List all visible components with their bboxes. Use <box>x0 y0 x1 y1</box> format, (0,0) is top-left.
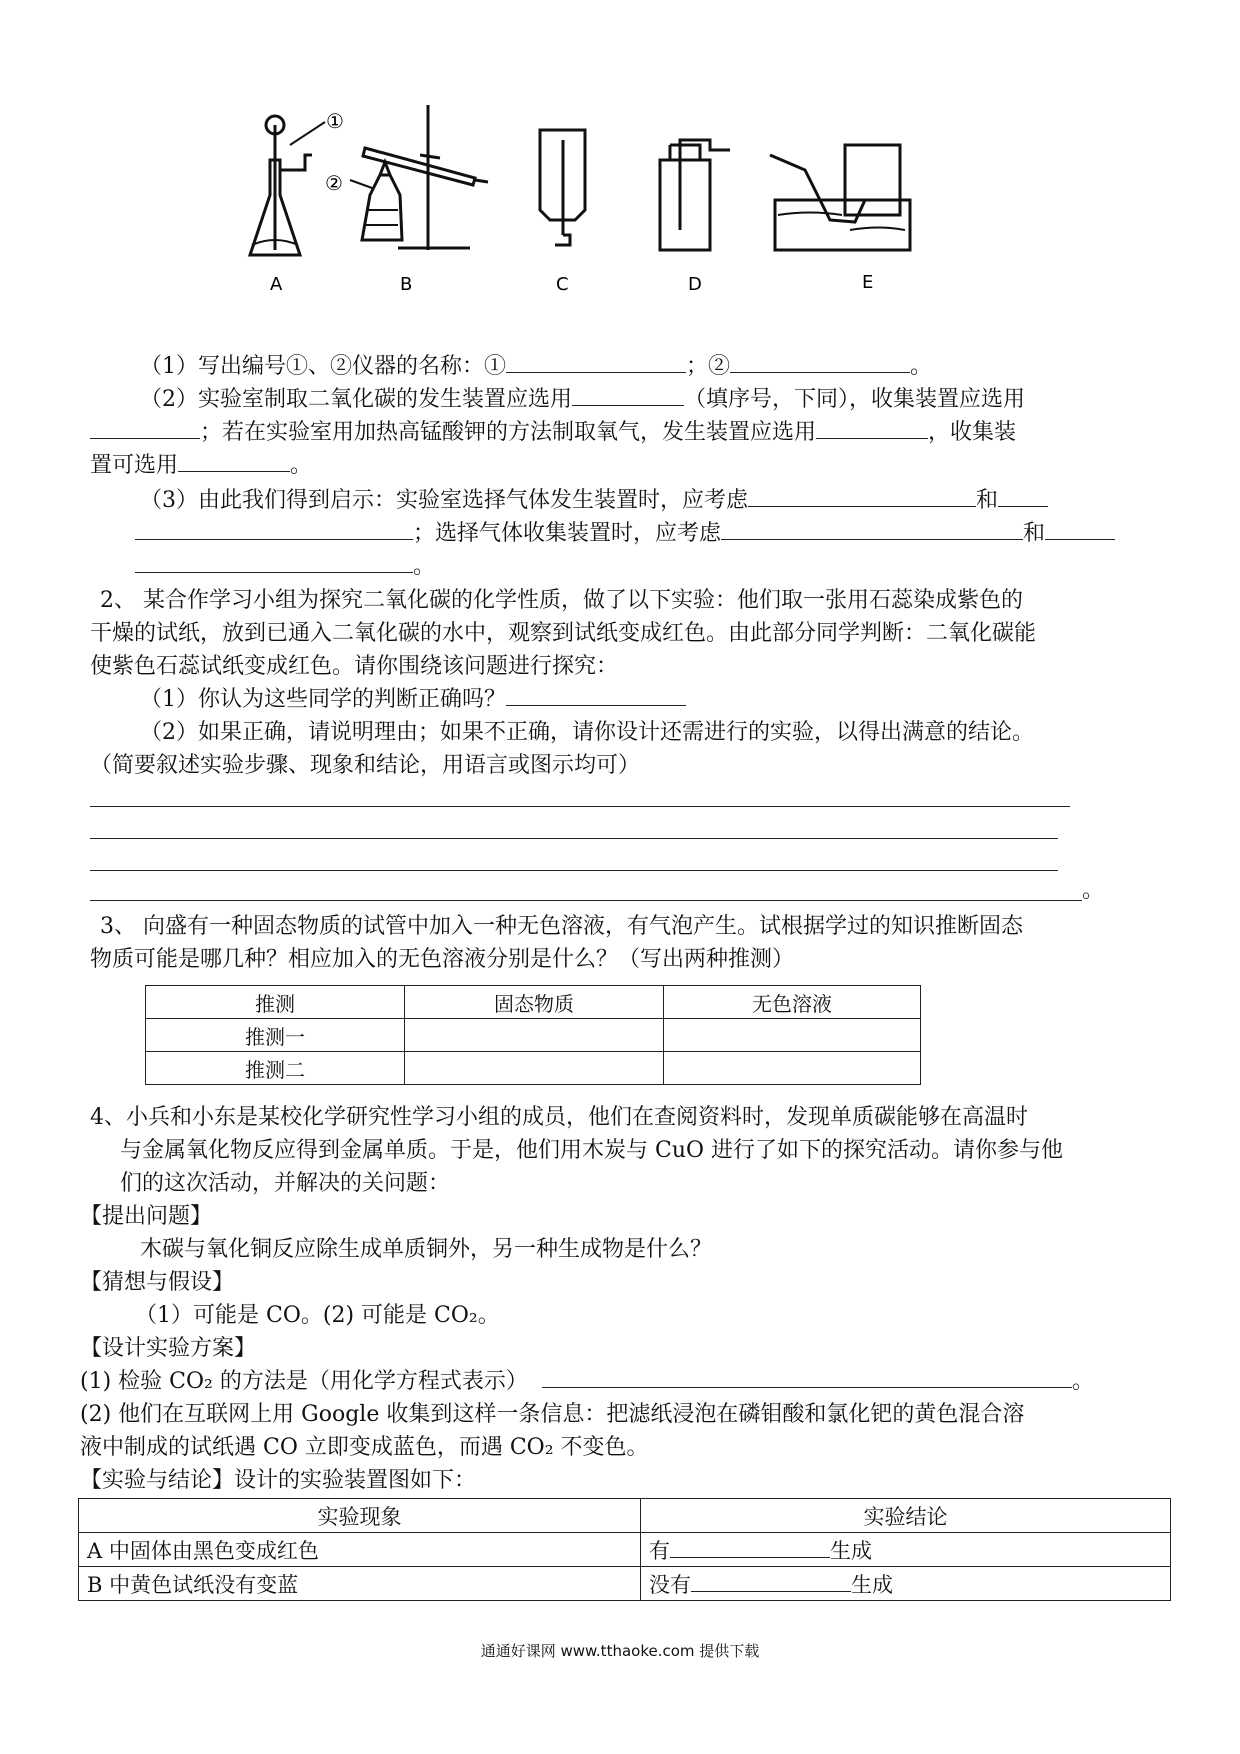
phenomenon-cell: A 中固体由黑色变成红色 <box>79 1533 641 1567</box>
table-row <box>79 1499 1171 1533</box>
header-phenomenon: 实验现象 <box>79 1499 641 1533</box>
apparatus-b <box>350 105 488 250</box>
header-solid: 固态物质 <box>405 986 664 1019</box>
phenomenon-cell: B 中黄色试纸没有变蓝 <box>79 1567 641 1601</box>
q1-part2-line1: （2）实验室制取二氧化碳的发生装置应选用 （填序号，下同），收集装置应选用 <box>140 387 1026 412</box>
blank-8[interactable] <box>998 486 1048 507</box>
blank-1[interactable] <box>506 352 686 373</box>
header-guess: 推测 <box>146 986 405 1019</box>
table-row <box>79 1567 1171 1601</box>
q4-para-line2: 与金属氧化物反应得到金属单质。于是，他们用木炭与 CuO 进行了如下的探究活动。请你参与他 <box>120 1138 1064 1163</box>
answer-line-3[interactable] <box>90 870 1058 871</box>
q2-end-mark: 。 <box>1082 878 1105 903</box>
q2-sub3: （简要叙述实验步骤、现象和结论，用语言或图示均可） <box>90 753 641 778</box>
label-c: C <box>556 274 569 295</box>
blank-10[interactable] <box>721 519 1023 540</box>
header-solution: 无色溶液 <box>664 986 921 1019</box>
q4-para-line3: 们的这次活动，并解决的关问题： <box>120 1171 451 1196</box>
label-d: D <box>688 274 702 295</box>
heading-question: 【提出问题】 <box>80 1204 213 1229</box>
blank-6[interactable] <box>178 451 290 472</box>
q1-part1: （1）写出编号①、②仪器的名称：① ；② 。 <box>140 354 933 379</box>
blank-gas-1[interactable] <box>670 1537 830 1558</box>
q1-part3-line2: ；选择气体收集装置时，应考虑 和 <box>135 519 1115 549</box>
table-row <box>146 1019 921 1052</box>
blank-4[interactable] <box>90 418 200 439</box>
q2-para-line1: 2、 某合作学习小组为探究二氧化碳的化学性质，做了以下实验：他们取一张用石蕊染成紫色的 <box>100 588 1023 613</box>
conclusion-cell: 有 生成 <box>641 1533 1171 1567</box>
q1-part3-line1: （3）由此我们得到启示：实验室选择气体发生装置时，应考虑 和 <box>140 486 1048 516</box>
blank-gas-2[interactable] <box>691 1571 851 1592</box>
label-a: A <box>270 274 283 295</box>
blank-2[interactable] <box>730 352 910 373</box>
callout-1: ① <box>326 109 344 133</box>
row-label: 推测二 <box>146 1052 405 1085</box>
answer-cell[interactable] <box>405 1052 664 1085</box>
q2-sub2: （2）如果正确，请说明理由；如果不正确，请你设计还需进行的实验，以得出满意的结论。 <box>140 720 1035 745</box>
answer-line-4[interactable] <box>90 900 1082 901</box>
apparatus-c <box>540 130 585 245</box>
answer-cell[interactable] <box>664 1052 921 1085</box>
q4-para-line1: 4、小兵和小东是某校化学研究性学习小组的成员，他们在查阅资料时，发现单质碳能够在高温时 <box>90 1105 1029 1130</box>
guess-table <box>145 985 921 1085</box>
blank-13[interactable] <box>506 685 686 706</box>
blank-3[interactable] <box>572 385 684 406</box>
apparatus-figure <box>230 100 1030 330</box>
q1-part3-line3: 。 <box>135 552 435 582</box>
heading-hypothesis: 【猜想与假设】 <box>80 1270 235 1295</box>
footer-source: 通通好课网 www.tthaoke.com 提供下载 <box>480 1642 760 1660</box>
callout-2: ② <box>325 171 343 195</box>
blank-5[interactable] <box>816 418 928 439</box>
blank-9[interactable] <box>135 519 413 540</box>
apparatus-a <box>250 116 325 255</box>
design-step2-line1: (2) 他们在互联网上用 Google 收集到这样一条信息：把滤纸浸泡在磷钼酸和氯化钯的黄色混合溶 <box>80 1402 1025 1427</box>
header-conclusion: 实验结论 <box>641 1499 1171 1533</box>
label-e: E <box>862 272 874 293</box>
blank-11[interactable] <box>1045 519 1115 540</box>
table-row <box>146 1052 921 1085</box>
q3-para-line2: 物质可能是哪几种？相应加入的无色溶液分别是什么？（写出两种推测） <box>90 947 795 972</box>
q2-para-line2: 干燥的试纸，放到已通入二氧化碳的水中，观察到试纸变成红色。由此部分同学判断：二氧化碳能 <box>90 621 1037 646</box>
answer-cell[interactable] <box>664 1019 921 1052</box>
q2-sub1: （1）你认为这些同学的判断正确吗？ <box>140 685 686 715</box>
hypothesis-text: （1）可能是 CO。(2) 可能是 CO₂。 <box>135 1303 500 1328</box>
answer-line-1[interactable] <box>90 806 1070 807</box>
row-label: 推测一 <box>146 1019 405 1052</box>
equation-blank[interactable] <box>542 1367 1072 1388</box>
heading-result: 【实验与结论】设计的实验装置图如下： <box>80 1468 477 1493</box>
apparatus-e <box>770 145 910 250</box>
label-b: B <box>400 274 413 295</box>
blank-7[interactable] <box>748 486 976 507</box>
q1-part2-line2: ；若在实验室用加热高锰酸钾的方法制取氧气，发生装置应选用 ，收集装 <box>90 418 1016 448</box>
blank-12[interactable] <box>135 552 413 573</box>
table-row <box>146 986 921 1019</box>
answer-cell[interactable] <box>405 1019 664 1052</box>
answer-line-2[interactable] <box>90 838 1058 839</box>
question-text: 木碳与氧化铜反应除生成单质铜外，另一种生成物是什么？ <box>140 1237 713 1262</box>
conclusion-cell: 没有 生成 <box>641 1567 1171 1601</box>
design-step1: (1) 检验 CO₂ 的方法是（用化学方程式表示） 。 <box>80 1369 1094 1394</box>
apparatus-d <box>660 140 730 250</box>
design-step2-line2: 液中制成的试纸遇 CO 立即变成蓝色，而遇 CO₂ 不变色。 <box>80 1435 649 1460</box>
q3-para-line1: 3、 向盛有一种固态物质的试管中加入一种无色溶液，有气泡产生。试根据学过的知识推断固态 <box>100 914 1023 939</box>
heading-design: 【设计实验方案】 <box>80 1336 257 1361</box>
q2-para-line3: 使紫色石蕊试纸变成红色。请你围绕该问题进行探究： <box>90 654 619 679</box>
table-row <box>79 1533 1171 1567</box>
result-table <box>78 1498 1171 1601</box>
q1-part2-line3: 置可选用 。 <box>90 453 313 478</box>
